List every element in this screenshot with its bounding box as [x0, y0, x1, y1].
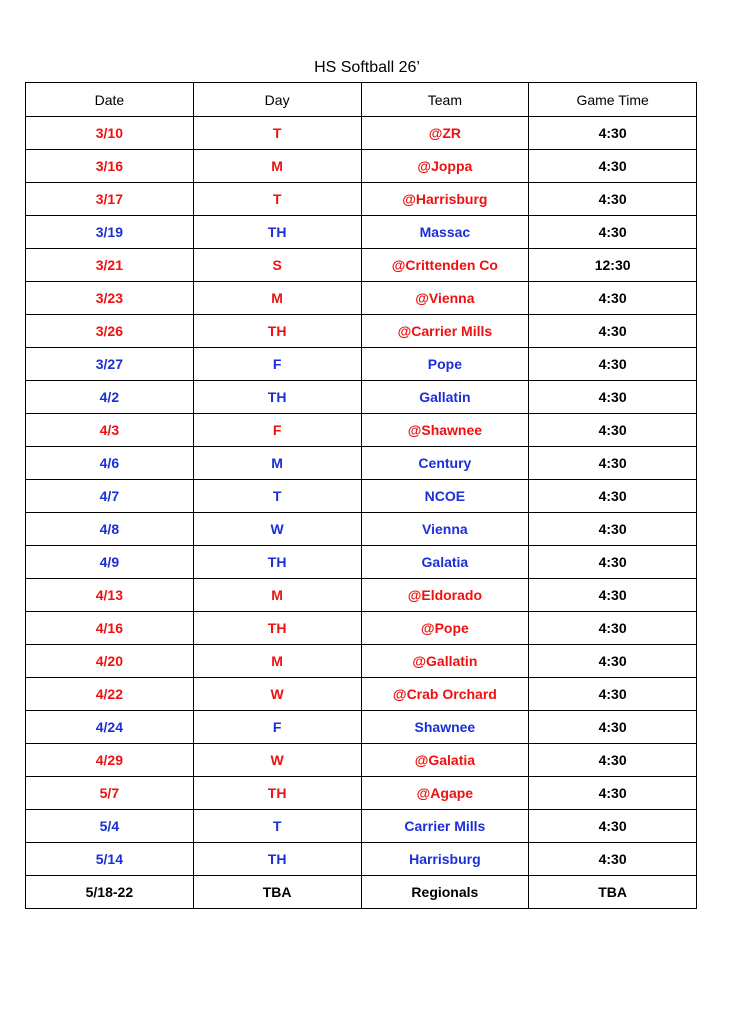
cell-day: M: [193, 645, 361, 678]
cell-day: TH: [193, 612, 361, 645]
cell-day: M: [193, 282, 361, 315]
cell-day: W: [193, 678, 361, 711]
cell-date: 3/27: [26, 348, 194, 381]
cell-day: F: [193, 348, 361, 381]
cell-day: TH: [193, 843, 361, 876]
table-row: [26, 810, 697, 843]
cell-date: 4/9: [26, 546, 194, 579]
cell-game-time: 4:30: [529, 612, 697, 645]
cell-team: @Vienna: [361, 282, 529, 315]
cell-day: M: [193, 579, 361, 612]
cell-game-time: 4:30: [529, 777, 697, 810]
cell-game-time: 4:30: [529, 216, 697, 249]
cell-team: @Eldorado: [361, 579, 529, 612]
cell-team: Galatia: [361, 546, 529, 579]
cell-game-time: 4:30: [529, 381, 697, 414]
cell-date: 5/14: [26, 843, 194, 876]
cell-day: TH: [193, 546, 361, 579]
cell-team: Pope: [361, 348, 529, 381]
cell-game-time: 4:30: [529, 546, 697, 579]
cell-team: @Carrier Mills: [361, 315, 529, 348]
cell-date: 4/20: [26, 645, 194, 678]
cell-date: 3/26: [26, 315, 194, 348]
cell-team: Gallatin: [361, 381, 529, 414]
table-row: [26, 183, 697, 216]
cell-day: T: [193, 480, 361, 513]
cell-team: @Pope: [361, 612, 529, 645]
cell-date: 4/29: [26, 744, 194, 777]
cell-team: Century: [361, 447, 529, 480]
table-row: [26, 117, 697, 150]
cell-team: @Crittenden Co: [361, 249, 529, 282]
table-row: [26, 579, 697, 612]
table-row: [26, 414, 697, 447]
cell-team: @ZR: [361, 117, 529, 150]
cell-day: F: [193, 711, 361, 744]
table-row: [26, 381, 697, 414]
cell-game-time: 4:30: [529, 711, 697, 744]
cell-team: @Harrisburg: [361, 183, 529, 216]
cell-day: M: [193, 150, 361, 183]
table-row: [26, 216, 697, 249]
cell-team: Massac: [361, 216, 529, 249]
table-header-row: [26, 83, 697, 117]
cell-day: T: [193, 117, 361, 150]
cell-game-time: 4:30: [529, 810, 697, 843]
cell-team: @Crab Orchard: [361, 678, 529, 711]
cell-team: @Shawnee: [361, 414, 529, 447]
cell-game-time: 4:30: [529, 183, 697, 216]
table-row: [26, 777, 697, 810]
cell-date: 5/18-22: [26, 876, 194, 909]
cell-date: 5/7: [26, 777, 194, 810]
table-row: [26, 348, 697, 381]
cell-date: 3/21: [26, 249, 194, 282]
table-row: [26, 645, 697, 678]
cell-team: Regionals: [361, 876, 529, 909]
cell-game-time: 4:30: [529, 282, 697, 315]
cell-date: 3/10: [26, 117, 194, 150]
table-row: [26, 612, 697, 645]
table-row: [26, 447, 697, 480]
column-header-day: Day: [193, 83, 361, 117]
cell-date: 4/24: [26, 711, 194, 744]
table-row: [26, 315, 697, 348]
cell-team: Harrisburg: [361, 843, 529, 876]
table-row: [26, 150, 697, 183]
cell-date: 4/6: [26, 447, 194, 480]
cell-game-time: 4:30: [529, 744, 697, 777]
cell-team: Shawnee: [361, 711, 529, 744]
cell-day: TBA: [193, 876, 361, 909]
cell-date: 4/2: [26, 381, 194, 414]
cell-game-time: 4:30: [529, 315, 697, 348]
cell-day: S: [193, 249, 361, 282]
table-row: [26, 480, 697, 513]
cell-day: TH: [193, 381, 361, 414]
cell-game-time: 12:30: [529, 249, 697, 282]
cell-date: 3/17: [26, 183, 194, 216]
schedule-table: [25, 82, 697, 909]
cell-team: Vienna: [361, 513, 529, 546]
schedule-body: [26, 117, 697, 909]
cell-date: 4/16: [26, 612, 194, 645]
cell-day: TH: [193, 315, 361, 348]
cell-day: TH: [193, 777, 361, 810]
table-row: [26, 546, 697, 579]
cell-date: 3/19: [26, 216, 194, 249]
cell-date: 3/23: [26, 282, 194, 315]
cell-date: 4/22: [26, 678, 194, 711]
cell-day: F: [193, 414, 361, 447]
cell-date: 4/7: [26, 480, 194, 513]
cell-date: 4/8: [26, 513, 194, 546]
cell-date: 3/16: [26, 150, 194, 183]
page-title: HS Softball 26’: [314, 59, 420, 76]
table-row: [26, 843, 697, 876]
table-row: [26, 876, 697, 909]
cell-game-time: 4:30: [529, 480, 697, 513]
column-header-game-time: Game Time: [529, 83, 697, 117]
cell-game-time: 4:30: [529, 678, 697, 711]
cell-game-time: 4:30: [529, 348, 697, 381]
cell-team: @Joppa: [361, 150, 529, 183]
cell-game-time: 4:30: [529, 117, 697, 150]
cell-day: W: [193, 744, 361, 777]
table-row: [26, 678, 697, 711]
cell-game-time: 4:30: [529, 513, 697, 546]
cell-team: NCOE: [361, 480, 529, 513]
cell-game-time: 4:30: [529, 843, 697, 876]
cell-game-time: 4:30: [529, 414, 697, 447]
cell-day: M: [193, 447, 361, 480]
cell-team: @Gallatin: [361, 645, 529, 678]
cell-game-time: 4:30: [529, 579, 697, 612]
cell-date: 5/4: [26, 810, 194, 843]
cell-date: 4/3: [26, 414, 194, 447]
cell-game-time: 4:30: [529, 447, 697, 480]
cell-day: TH: [193, 216, 361, 249]
cell-day: T: [193, 183, 361, 216]
table-row: [26, 744, 697, 777]
cell-game-time: 4:30: [529, 150, 697, 183]
column-header-date: Date: [26, 83, 194, 117]
cell-team: @Galatia: [361, 744, 529, 777]
table-row: [26, 249, 697, 282]
cell-team: @Agape: [361, 777, 529, 810]
cell-game-time: 4:30: [529, 645, 697, 678]
cell-game-time: TBA: [529, 876, 697, 909]
table-row: [26, 282, 697, 315]
column-header-team: Team: [361, 83, 529, 117]
cell-date: 4/13: [26, 579, 194, 612]
cell-team: Carrier Mills: [361, 810, 529, 843]
table-row: [26, 513, 697, 546]
cell-day: W: [193, 513, 361, 546]
table-row: [26, 711, 697, 744]
cell-day: T: [193, 810, 361, 843]
